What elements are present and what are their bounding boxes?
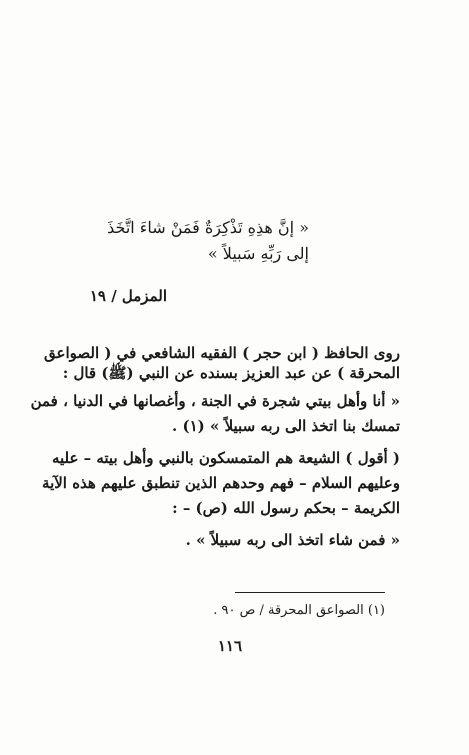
paragraph2-line-2: وعليهم السلام – فهم وحدهم الذين تنطبق عليهم هذه الآية [42, 474, 400, 492]
verse-line-1: « إنَّ هذِهِ تَذْكِرَةٌ فَمَنْ شاءَ اتَّخَذَ [107, 218, 309, 237]
paragraph1-line-1: روى الحافظ ( ابن حجر ) الفقيه الشافعي في ( الصواعق [43, 344, 400, 362]
footnote: (١) الصواعق المحرقة / ص ٩٠ . [213, 603, 385, 618]
paragraph2-line-3: الكريمة – بحكم رسول الله (ص) – : [172, 499, 400, 517]
paragraph2-line-1: ( أقول ) الشيعة هم المتمسكون بالنبي وأهل بيته – عليه [51, 449, 400, 467]
verse-reference: المزمل / ١٩ [89, 287, 167, 305]
footnote-divider [235, 592, 385, 593]
paragraph1-line-4: تمسك بنا اتخذ الى ربه سبيلاً » (١) . [172, 417, 400, 435]
page-number: ١١٦ [217, 637, 242, 655]
paragraph1-line-2: المحرقة ) عن عبد العزيز بسنده عن النبي (ﷺ) قال : [62, 364, 400, 382]
verse-line-2: إلى رَبِّهِ سَبيلاً » [207, 244, 309, 263]
paragraph1-line-3: « أنا وأهل بيتي شجرة في الجنة ، وأغصانها في الدنيا ، فمن [30, 392, 400, 410]
paragraph2-line-4: « فمن شاء اتخذ الى ربه سبيلاً » . [185, 531, 400, 549]
